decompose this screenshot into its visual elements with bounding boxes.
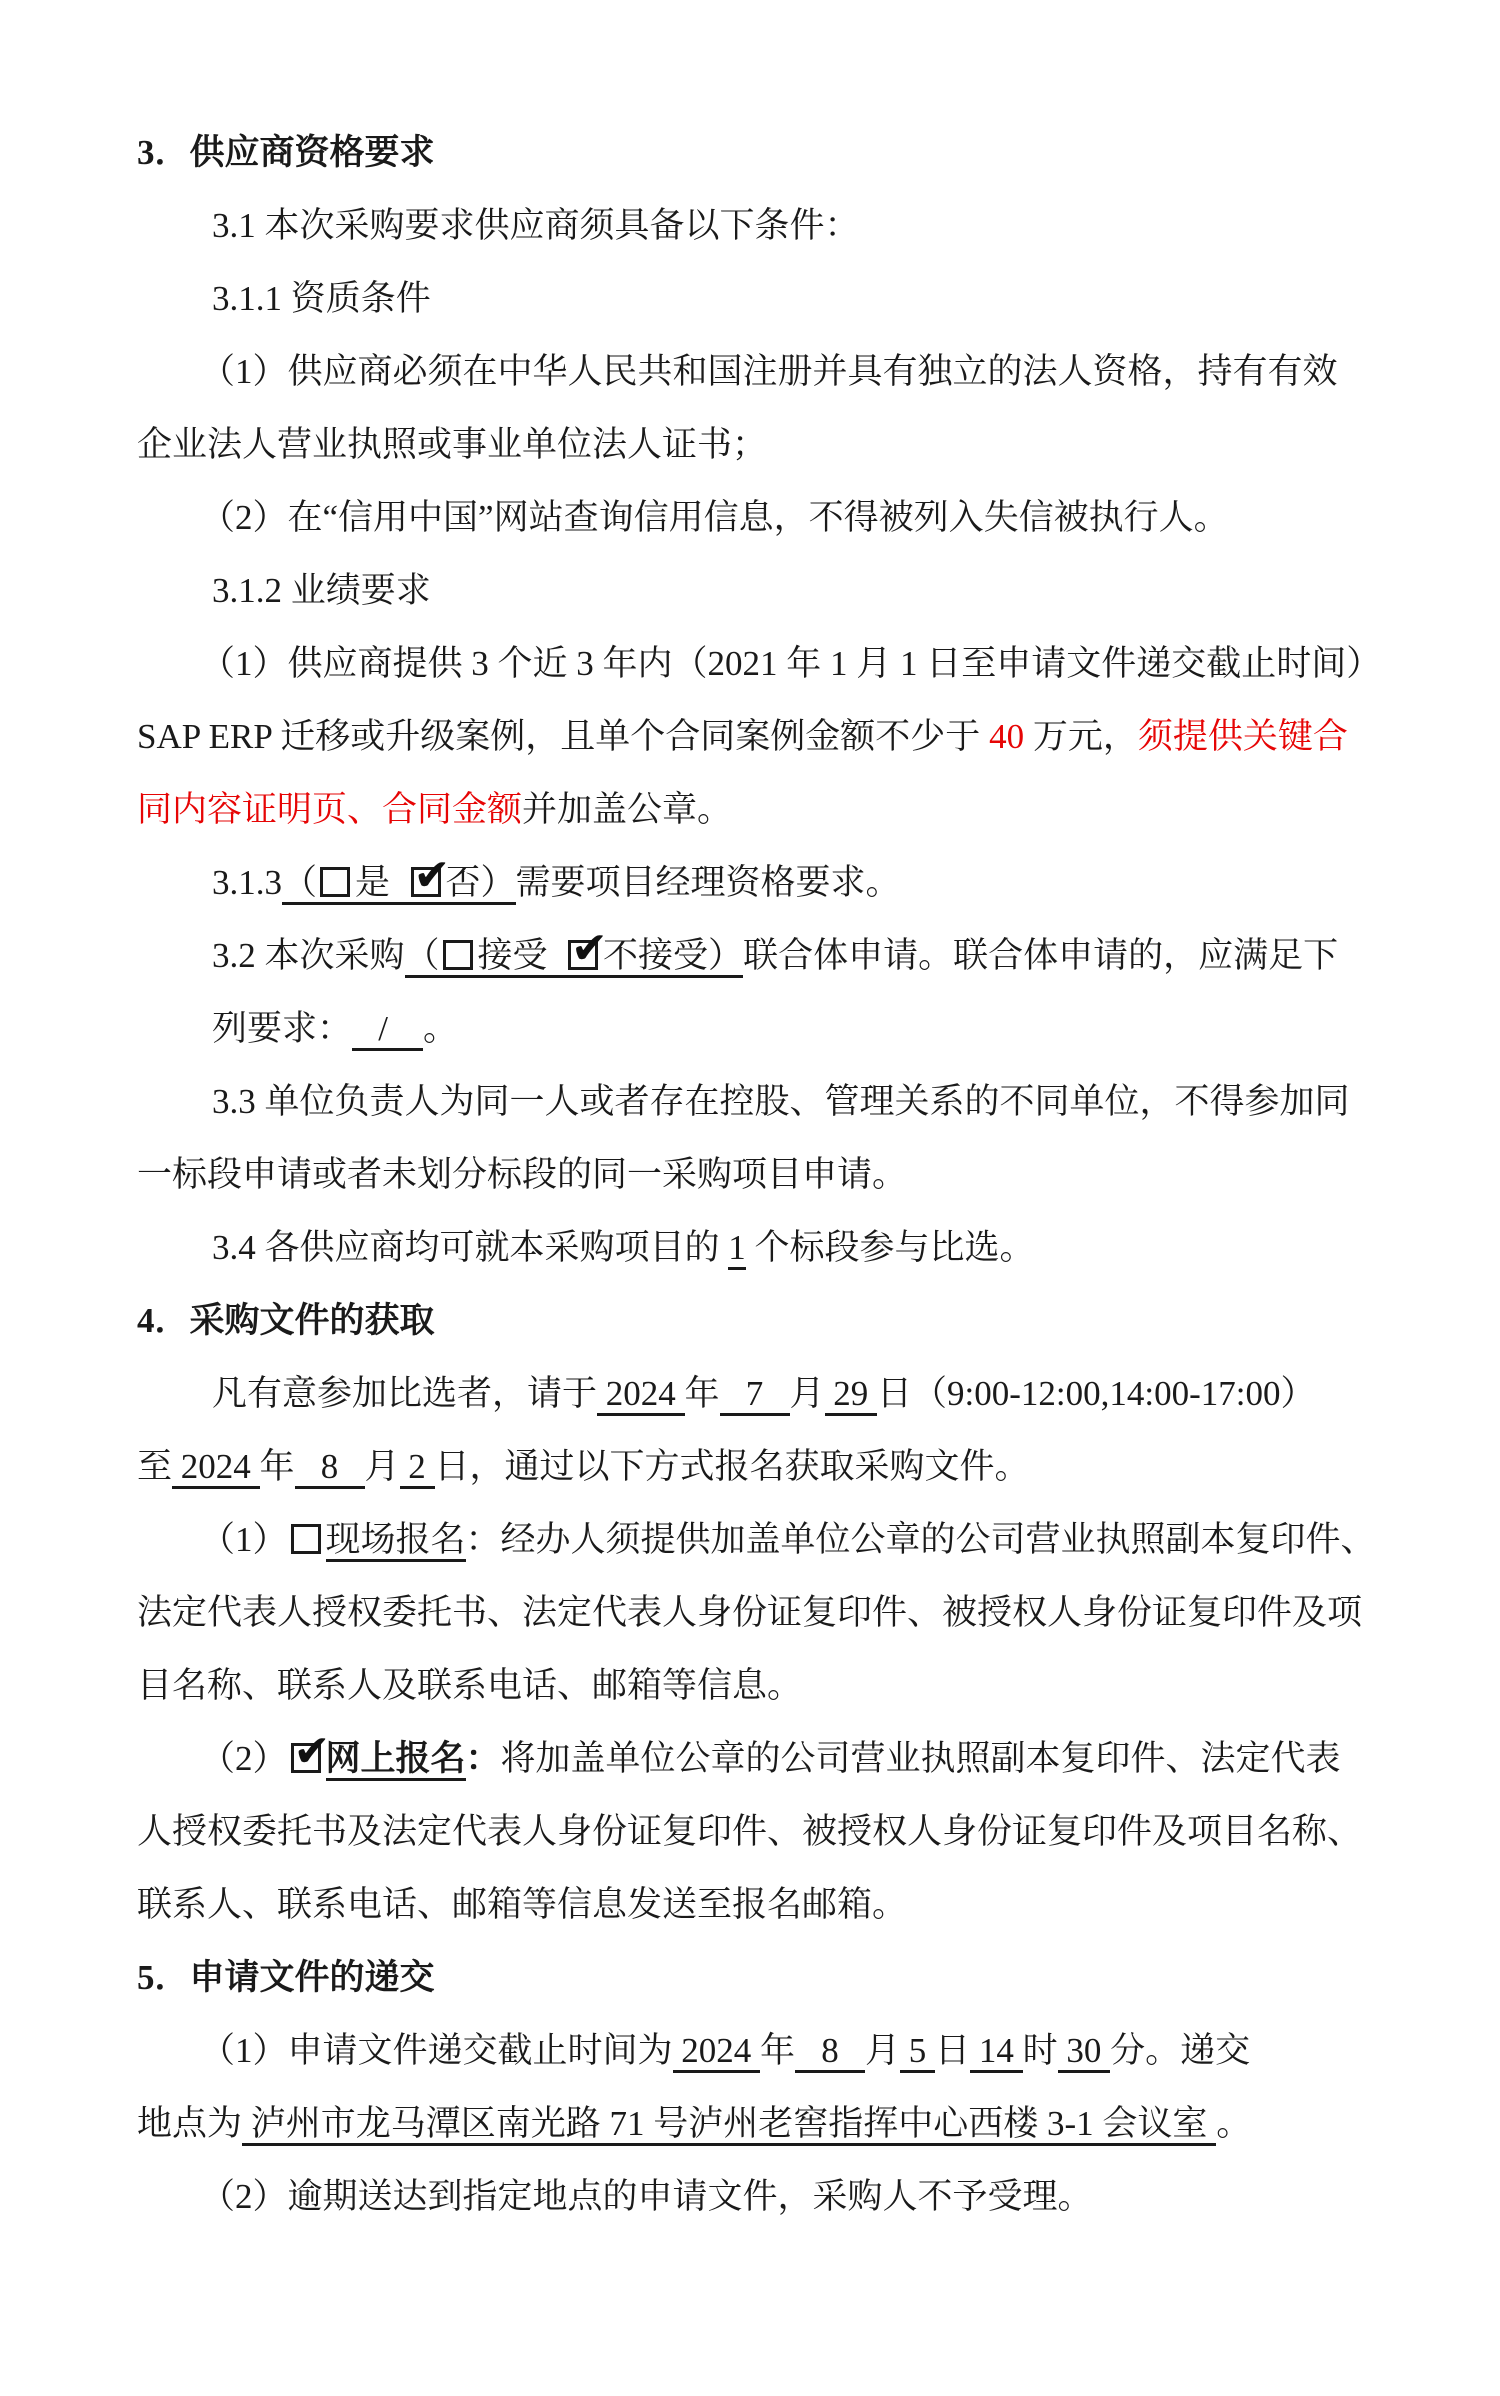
clause-3-1-2-item1-line1 [137, 627, 1440, 700]
text-segment: （ [282, 863, 318, 902]
checkbox-checked-icon [291, 1726, 331, 1777]
text-segment: 月 [789, 1374, 825, 1413]
text-segment: 2 [400, 1447, 435, 1489]
text-segment: 14 [970, 2031, 1023, 2073]
text-segment: （1）供应商必须在中华人民共和国注册并具有独立的法人资格，持有有效 [200, 352, 1338, 391]
text-segment: 个标段参与比选。 [745, 1228, 1035, 1267]
text-segment: 企业法人营业执照或事业单位法人证书； [137, 425, 768, 464]
text-segment: 现场报名 [326, 1520, 466, 1562]
checkbox-unchecked-icon [320, 867, 350, 897]
text-segment: 人授权委托书及法定代表人身份证复印件、被授权人身份证复印件及项目名称、 [137, 1812, 1363, 1851]
text-segment: 年 [259, 1447, 295, 1486]
text-segment: 2024 [172, 1447, 260, 1489]
text-segment: 泸州市龙马潭区南光路 71 号泸州老窖指挥中心西楼 3-1 会议室 [242, 2104, 1216, 2146]
text-segment: 月 [364, 1447, 400, 1486]
checkmark-icon: ✔ [413, 850, 451, 901]
text-segment: 联合体申请。联合体申请的，应满足下 [743, 936, 1339, 975]
text-segment: 年 [760, 2031, 796, 2070]
clause-3-1-2-item1-line3 [137, 773, 1440, 846]
clause-3-4 [137, 1211, 1440, 1284]
text-segment: 3.1.1 资质条件 [212, 279, 431, 318]
text-segment: 。 [423, 1009, 459, 1048]
text-segment: 2024 [673, 2031, 761, 2073]
text-segment: 万元， [1024, 717, 1138, 756]
text-segment: 列要求： [212, 1009, 353, 1048]
text-segment: （1）申请文件递交截止时间为 [200, 2031, 673, 2070]
checkbox-unchecked-icon [291, 1524, 321, 1554]
clause-3-1-2-item1-line2 [137, 700, 1440, 773]
text-segment: 4．采购文件的获取 [137, 1301, 435, 1340]
text-segment: 不接受） [603, 936, 744, 975]
section-4-item1-line3 [137, 1649, 1440, 1722]
text-segment: 2024 [597, 1374, 685, 1416]
section-4-item1-line2 [137, 1576, 1440, 1649]
text-segment: 日（9:00-12:00,14:00-17:00） [877, 1374, 1316, 1413]
text-segment: 29 [825, 1374, 878, 1416]
section-4-line1 [137, 1357, 1440, 1430]
text-segment: 30 [1058, 2031, 1111, 2073]
text-segment: 否） [445, 863, 516, 902]
text-segment: 一标段申请或者未划分标段的同一采购项目申请。 [137, 1155, 908, 1194]
text-segment: 3.3 单位负责人为同一人或者存在控股、管理关系的不同单位，不得参加同 [212, 1082, 1350, 1121]
clause-3-1-1-item2 [137, 481, 1440, 554]
text-segment: 网上报名 [326, 1739, 466, 1781]
text-segment: （2）逾期送达到指定地点的申请文件，采购人不予受理。 [200, 2177, 1093, 2216]
text-segment: ：经办人须提供加盖单位公章的公司营业执照副本复印件、 [465, 1520, 1376, 1559]
section-5-item2 [137, 2160, 1440, 2233]
underlined-group [404, 923, 744, 978]
text-segment: 目名称、联系人及联系电话、邮箱等信息。 [137, 1666, 803, 1705]
clause-3-1-1-item1-line2 [137, 408, 1440, 481]
section-5-item1-line1 [137, 2014, 1440, 2087]
text-segment: 至 [137, 1447, 173, 1486]
text-segment: 3.2 本次采购 [212, 936, 405, 975]
checkmark-icon: ✔ [293, 1726, 331, 1777]
text-segment: （1） [200, 1520, 288, 1559]
section-4-item2-line3 [137, 1868, 1440, 1941]
section-4-heading [137, 1284, 1440, 1357]
text-segment: 年 [684, 1374, 720, 1413]
text-segment: 并加盖公章。 [522, 790, 733, 829]
text-segment: 日 [935, 2031, 971, 2070]
text-segment: 3.4 各供应商均可就本采购项目的 [212, 1228, 729, 1267]
section-4-item1-line1 [137, 1503, 1440, 1576]
text-segment: 3.1.3 [212, 863, 282, 902]
underlined-group [282, 850, 516, 905]
clause-3-1-2 [137, 554, 1440, 627]
text-segment: 8 [295, 1447, 365, 1489]
text-segment: / [352, 1009, 423, 1051]
document-body [137, 116, 1440, 2233]
text-segment: （1）供应商提供 3 个近 3 年内（2021 年 1 月 1 日至申请文件递交截止时间） [200, 644, 1382, 683]
checkbox-checked-icon [411, 850, 451, 901]
text-segment: 3.1.2 业绩要求 [212, 571, 431, 610]
section-4-item2-line2 [137, 1795, 1440, 1868]
text-segment: 日，通过以下方式报名获取采购文件。 [434, 1447, 1030, 1486]
section-4-line2 [137, 1430, 1440, 1503]
section-3-heading [137, 116, 1440, 189]
section-5-heading [137, 1941, 1440, 2014]
text-segment: 须提供关键合 [1137, 717, 1348, 756]
text-segment: （2）在“信用中国”网站查询信用信息，不得被列入失信被执行人。 [200, 498, 1229, 537]
text-segment: 需要项目经理资格要求。 [515, 863, 901, 902]
section-5-item1-line2 [137, 2087, 1440, 2160]
text-segment: 分。递交 [1110, 2031, 1251, 2070]
clause-3-1 [137, 189, 1440, 262]
text-segment: 地点为 [137, 2104, 243, 2143]
checkbox-unchecked-icon [443, 940, 473, 970]
clause-3-1-3 [137, 846, 1440, 919]
text-segment: 法定代表人授权委托书、法定代表人身份证复印件、被授权人身份证复印件及项 [137, 1593, 1363, 1632]
text-segment: 月 [865, 2031, 901, 2070]
text-segment: 5 [900, 2031, 935, 2073]
clause-3-3-line2 [137, 1138, 1440, 1211]
text-segment: 是 [355, 863, 408, 902]
text-segment: 时 [1022, 2031, 1058, 2070]
text-segment: 接受 [477, 936, 566, 975]
clause-3-1-1-item1-line1 [137, 335, 1440, 408]
text-segment: 联系人、联系电话、邮箱等信息发送至报名邮箱。 [137, 1885, 908, 1924]
text-segment: 5．申请文件的递交 [137, 1958, 435, 1997]
clause-3-1-1 [137, 262, 1440, 335]
text-segment: SAP ERP 迁移或升级案例，且单个合同案例金额不少于 [137, 717, 990, 756]
text-segment: 7 [720, 1374, 790, 1416]
text-segment: 8 [795, 2031, 865, 2073]
checkbox-checked-icon [568, 923, 608, 974]
text-segment: 1 [728, 1228, 746, 1270]
clause-3-3-line1 [137, 1065, 1440, 1138]
text-segment: 40 [989, 717, 1025, 756]
text-segment: 同内容证明页、合同金额 [137, 790, 523, 829]
text-segment: 3．供应商资格要求 [137, 133, 435, 172]
text-segment: 将加盖单位公章的公司营业执照副本复印件、法定代表 [500, 1739, 1341, 1778]
checkmark-icon: ✔ [571, 923, 608, 974]
section-4-item2-line1 [137, 1722, 1440, 1795]
text-segment: 凡有意参加比选者，请于 [212, 1374, 598, 1413]
clause-3-2-line1 [137, 919, 1440, 992]
text-segment: 3.1 本次采购要求供应商须具备以下条件： [212, 206, 860, 245]
text-segment: 。 [1216, 2104, 1252, 2143]
text-segment: （2） [200, 1739, 288, 1778]
text-segment: ： [465, 1739, 501, 1778]
clause-3-2-line2 [137, 992, 1440, 1065]
text-segment: （ [404, 936, 440, 975]
